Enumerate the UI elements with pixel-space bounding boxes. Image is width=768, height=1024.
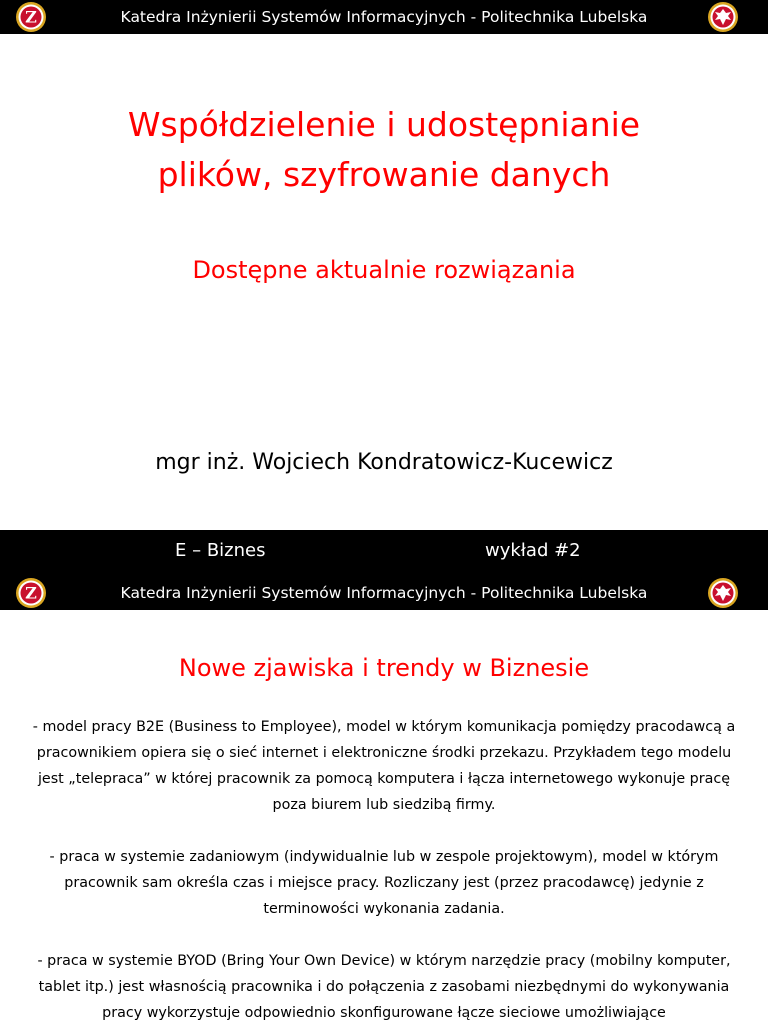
slide-body — [30, 714, 738, 1024]
body-paragraph: - praca w systemie zadaniowym (indywidualnie lub w zespole projektowym), model w którym pracownik sam określa czas i miejsce pracy. Rozliczany jest (przez pracodawcę) jedynie z terminowości wykonania zadania. — [49, 849, 719, 917]
university-emblem-icon — [707, 577, 739, 609]
footer-bar — [0, 530, 768, 576]
lecture-number: wykład #2 — [485, 540, 581, 561]
slide-title-line: plików, szyfrowanie danych — [157, 155, 611, 194]
header-bar — [0, 576, 768, 610]
slide-heading: Nowe zjawiska i trendy w Biznesie — [178, 654, 590, 682]
svg-text:Z: Z — [25, 7, 37, 27]
header-title: Katedra Inżynierii Systemów Informacyjnych - Politechnika Lubelska — [120, 584, 648, 602]
header-bar — [0, 0, 768, 34]
author-name: mgr inż. Wojciech Kondratowicz-Kucewicz — [155, 450, 613, 475]
slide-title-line: Współdzielenie i udostępnianie — [127, 105, 641, 144]
content-slide — [0, 576, 768, 1024]
svg-text:Z: Z — [25, 583, 37, 603]
body-paragraph: - model pracy B2E (Business to Employee), model w którym komunikacja pomiędzy pracodawcą a pracownikiem opiera się o sieć internet i elektroniczne środki przekazu. Przykładem tego modelu jest „telepraca” w której pracownik za pomocą komputera i łącza internetowego wykonuje pracę poza biurem lub siedzibą firmy. — [32, 719, 736, 813]
course-name: E – Biznes — [175, 540, 266, 561]
header-title: Katedra Inżynierii Systemów Informacyjnych - Politechnika Lubelska — [120, 8, 648, 26]
body-paragraph: - praca w systemie BYOD (Bring Your Own Device) w którym narzędzie pracy (mobilny komputer, tablet itp.) jest własnością pracownika i do połączenia z zasobami niezbędnymi do wykonywania pracy wykorzystuje odpowiednio skonfigurowane łącze sieciowe umożliwiające — [37, 953, 731, 1021]
slide-title — [0, 100, 768, 200]
slide-subtitle: Dostępne aktualnie rozwiązania — [192, 256, 576, 284]
university-emblem-icon — [707, 1, 739, 33]
